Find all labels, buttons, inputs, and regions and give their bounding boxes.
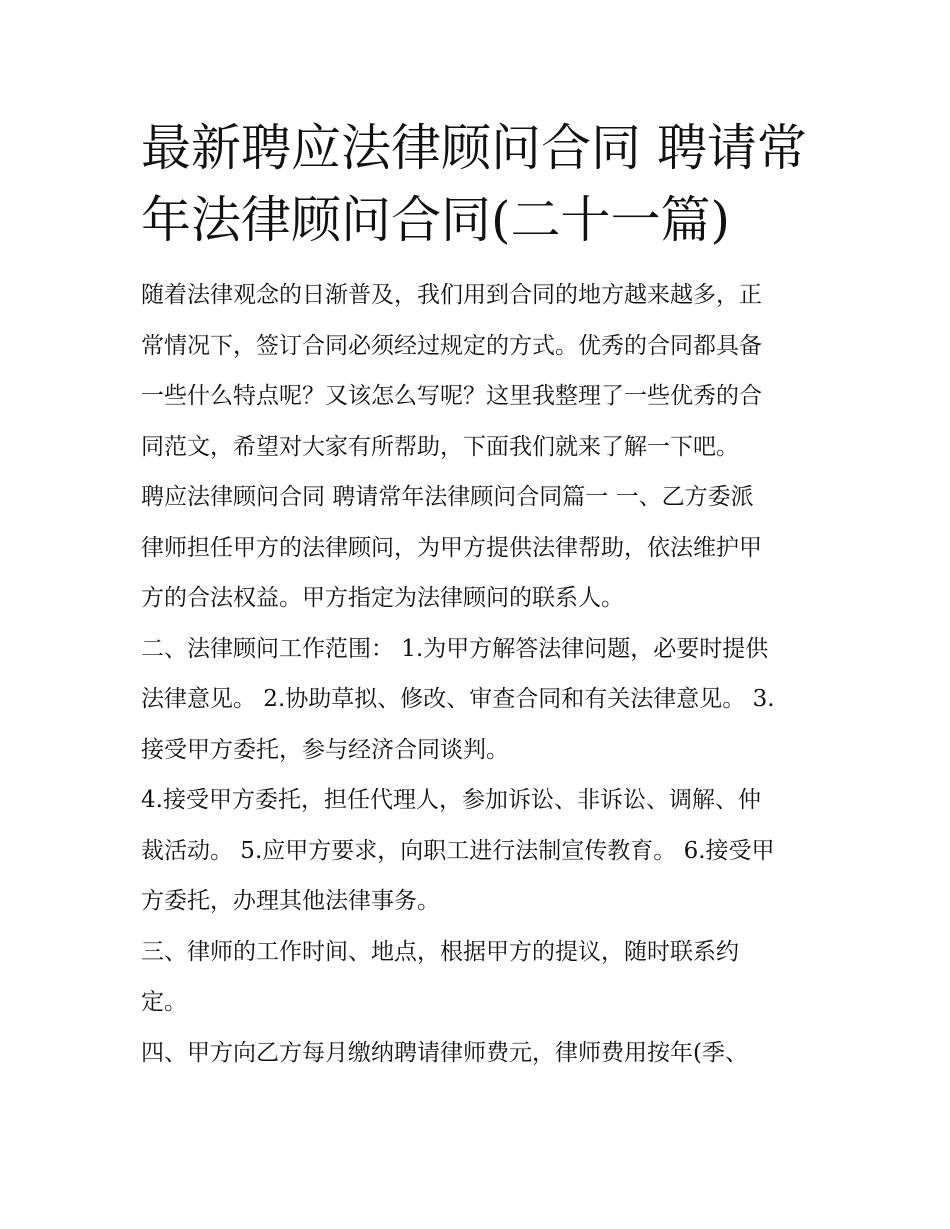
body-line: 律师担任甲方的法律顾问，为甲方提供法律帮助，依法维护甲 bbox=[141, 534, 762, 561]
body-line: 四、甲方向乙方每月缴纳聘请律师费元，律师费用按年(季、 bbox=[141, 1039, 748, 1066]
body-line: 裁活动。 5.应甲方要求，向职工进行法制宣传教育。 6.接受甲 bbox=[141, 837, 775, 864]
title-line: 最新聘应法律顾问合同 聘请常 bbox=[141, 119, 807, 177]
body-line: 三、律师的工作时间、地点，根据甲方的提议，随时联系约 bbox=[141, 938, 739, 965]
body-line: 方的合法权益。甲方指定为法律顾问的联系人。 bbox=[141, 585, 624, 611]
body-line: 一些什么特点呢？又该怎么写呢？这里我整理了一些优秀的合 bbox=[141, 383, 762, 409]
document-content bbox=[141, 112, 813, 1078]
body-line: 方委托，办理其他法律事务。 bbox=[141, 888, 440, 914]
body-line: 同范文，希望对大家有所帮助，下面我们就来了解一下吧。 bbox=[141, 433, 739, 460]
body-line: 二、法律顾问工作范围： 1.为甲方解答法律问题，必要时提供 bbox=[141, 635, 769, 662]
body-line: 常情况下，签订合同必须经过规定的方式。优秀的合同都具备 bbox=[141, 332, 762, 359]
body-line: 聘应法律顾问合同 聘请常年法律顾问合同篇一 一、乙方委派 bbox=[141, 484, 754, 510]
document-title bbox=[141, 112, 813, 256]
document-body bbox=[141, 270, 813, 1078]
body-line: 接受甲方委托，参与经济合同谈判。 bbox=[141, 736, 509, 763]
body-line: 4.接受甲方委托，担任代理人，参加诉讼、非诉讼、调解、仲 bbox=[141, 787, 761, 813]
body-line: 随着法律观念的日渐普及，我们用到合同的地方越来越多，正 bbox=[141, 282, 762, 308]
title-line: 年法律顾问合同(二十一篇) bbox=[141, 191, 731, 249]
body-line: 法律意见。 2.协助草拟、修改、审查合同和有关法律意见。 3. bbox=[141, 686, 775, 712]
body-line: 定。 bbox=[141, 989, 187, 1015]
